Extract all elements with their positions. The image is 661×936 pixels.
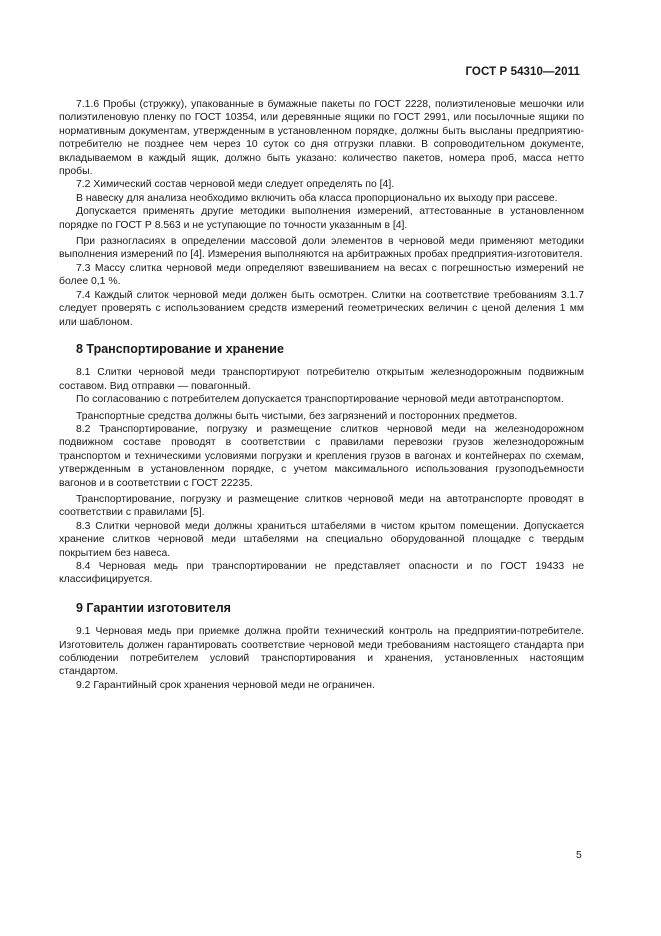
paragraph-methods: Допускается применять другие методики выполнения измерений, аттестованные в установленном порядке по ГОСТ Р 8.563 и не уступающие по точности указанным в [4]. [59, 206, 584, 231]
paragraph-8-1: 8.1 Слитки черновой меди транспортируют потребителю открытым железнодорожным подвижным составом. Вид отправки — повагонный. [59, 367, 584, 392]
paragraph-9-1: 9.1 Черновая медь при приемке должна пройти технический контроль на предприятии-потребителе. Изготовитель должен гарантировать соответствие черновой меди требованиям настоящего стандарта при соблюдении потребителем условий транспортирования и хранения, установленных настоящим стандартом. [59, 626, 584, 678]
paragraph-7-4: 7.4 Каждый слиток черновой меди должен быть осмотрен. Слитки на соответствие требованиям 3.1.7 следует проверять с использованием средств измерений геометрических величин с ценой деления 1 мм или шаблоном. [59, 289, 584, 328]
document-body [59, 98, 584, 692]
paragraph-7-3: 7.3 Массу слитка черновой меди определяют взвешиванием на весах с погрешностью измерений не более 0,1 %. [59, 262, 584, 288]
paragraph-auto-transport: По согласованию с потребителем допускается транспортирование черновой меди автотранспортом. [76, 394, 564, 406]
paragraph-8-3: 8.3 Слитки черновой меди должны храниться штабелями в чистом крытом помещении. Допускается хранение слитков черновой меди штабелями на специально оборудованной площадке с твердым покрытием без навеса. [59, 520, 584, 559]
paragraph-7-2: 7.2 Химический состав черновой меди следует определять по [4]. [76, 179, 395, 191]
section-8-heading: 8 Транспортирование и хранение [76, 341, 284, 356]
paragraph-7-1-6: 7.1.6 Пробы (стружку), упакованные в бумажные пакеты по ГОСТ 2228, полиэтиленовые мешочки или полиэтиленовую пленку по ГОСТ 10354, или деревянные ящики по ГОСТ 2991, или посылочные ящики по нормативным документам, утвержденным в установленном порядке, должны быть высланы предприятию-потребителю не позднее чем через 10 суток со дня отгрузки плавки. В сопроводительном документе, вкладываемом в каждый ящик, должно быть указано: количество пакетов, номера проб, масса нетто пробы. [59, 99, 584, 178]
paragraph-8-4: 8.4 Черновая медь при транспортировании не представляет опасности и по ГОСТ 19433 не классифицируется. [59, 561, 584, 586]
document-header: ГОСТ Р 54310—2011 [465, 66, 580, 78]
paragraph-clean-vehicles: Транспортные средства должны быть чистыми, без загрязнений и посторонних предметов. [76, 410, 518, 422]
paragraph-disagreements: При разногласиях в определении массовой доли элементов в черновой меди применяют методики выполнения измерений по [4]. Измерения выполняются на арбитражных пробах предприятия-изготовителя. [59, 236, 584, 261]
paragraph-8-2: 8.2 Транспортирование, погрузку и размещение слитков черновой меди на железнодорожном подвижном составе проводят в соответствии с правилами перевозки грузов железнодорожным транспортом и техническими условиями погрузки и крепления грузов в вагонах и контейнерах по схемам, утвержденным в установленном порядке, с учетом максимального использования грузоподъемности вагонов и в соответствии с ГОСТ 22235. [59, 423, 584, 489]
page-number: 5 [576, 850, 582, 861]
paragraph-9-2: 9.2 Гарантийный срок хранения черновой меди не ограничен. [76, 679, 375, 691]
paragraph-auto-rules: Транспортирование, погрузку и размещение слитков черновой меди на автотранспорте проводят в соответствии с правилами [5]. [59, 493, 584, 519]
paragraph-sample: В навеску для анализа необходимо включить оба класса пропорционально их выходу при рассеве. [76, 192, 558, 204]
section-9-heading: 9 Гарантии изготовителя [76, 600, 231, 615]
